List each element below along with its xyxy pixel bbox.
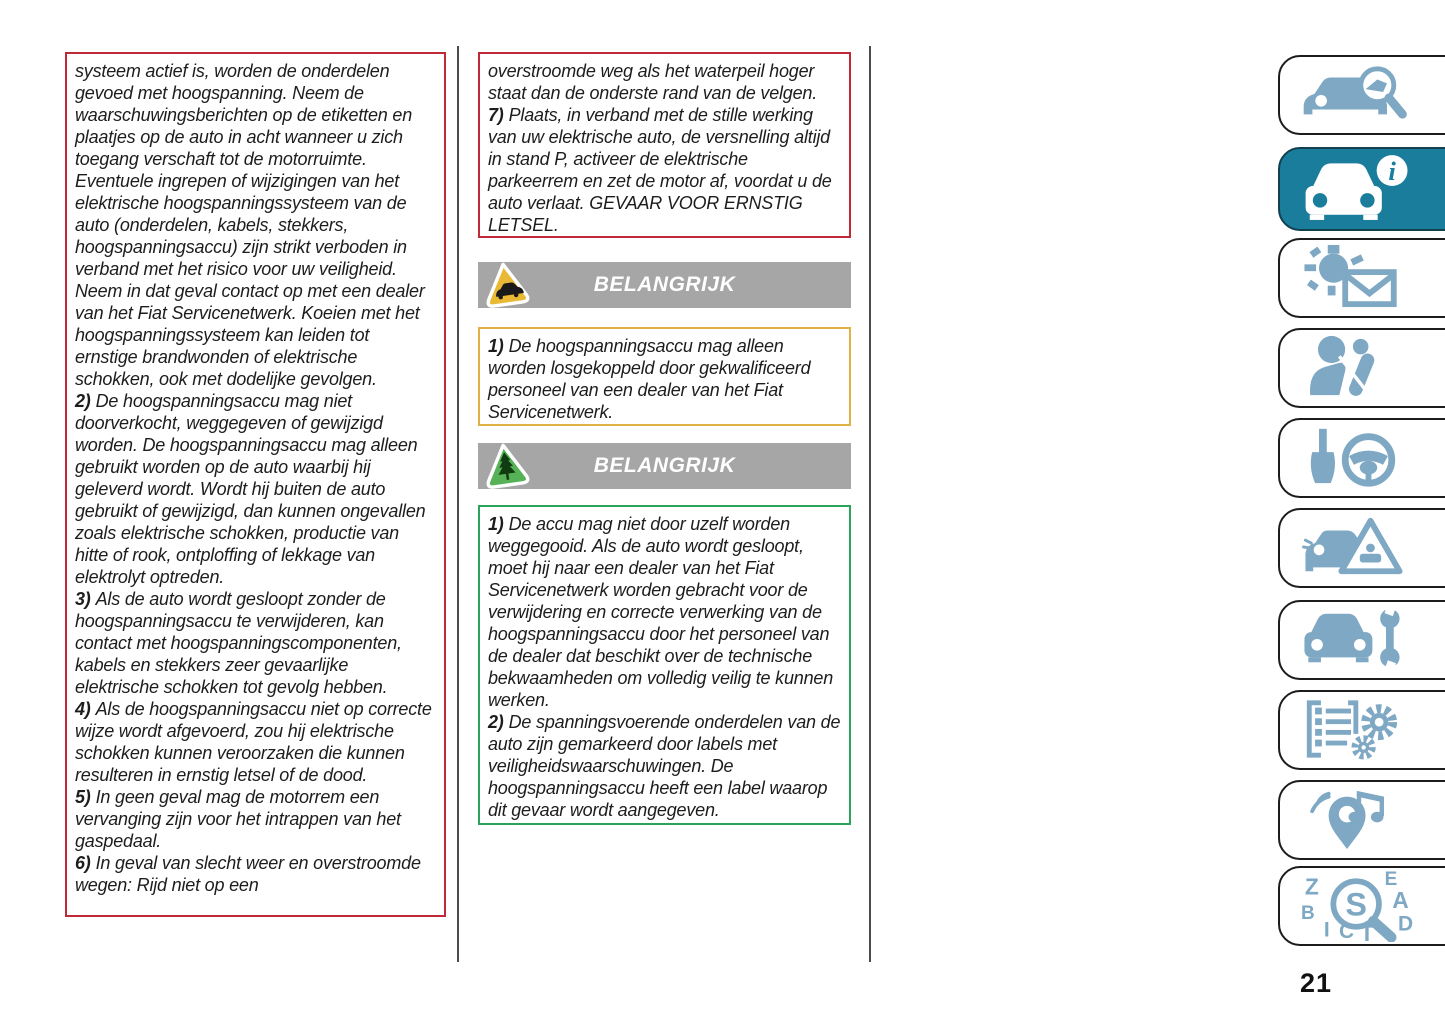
paragraph: 3) Als de auto wordt gesloopt zonder de hoogspanningsaccu te verwijderen, kan contact met hoogspanningscomponenten, kabels en stekkers zeer gevaarlijke elektrische schokken tot gevolg hebben. <box>75 589 402 697</box>
paragraph: 1) De hoogspanningsaccu mag alleen worden losgekoppeld door gekwalificeerd personeel van een dealer van het Fiat Servicenetwerk. <box>488 336 811 422</box>
sidebar-item-index[interactable] <box>1278 866 1445 946</box>
svg-text:B: B <box>1301 902 1315 924</box>
warning-text-box-middle <box>478 52 851 238</box>
sidebar-item-car-discovery[interactable] <box>1278 55 1445 135</box>
paragraph: 2) De hoogspanningsaccu mag niet doorverkocht, weggegeven of gewijzigd worden. De hoogspanningsaccu mag alleen gebruikt worden op de auto waarbij hij geleverd wordt. Wordt hij buiten de auto gebruikt of gewijzigd, dan kunnen ongevallen zoals elektrische schokken, productie van hitte of rook, ontploffing of lekkage van elektrolyt optreden. <box>75 391 426 587</box>
car-warning-triangle-icon <box>1296 513 1410 584</box>
svg-text:Z: Z <box>1304 873 1319 899</box>
svg-text:E: E <box>1384 868 1398 890</box>
paragraph: 7) Plaats, in verband met de stille werking van uw elektrische auto, de versnelling altijd in stand P, activeer de elektrische parkeerrem en zet de motor af, voordat u de auto verlaat. GEVAAR VOOR ERNSTIG LETSEL. <box>488 105 832 235</box>
sidebar-item-car-information[interactable] <box>1278 147 1445 231</box>
person-seatbelt-airbag-icon <box>1296 333 1404 404</box>
page-number: 21 <box>1300 968 1333 998</box>
svg-text:T: T <box>1359 919 1374 942</box>
svg-text:A: A <box>1392 886 1409 913</box>
key-steering-wheel-icon <box>1296 423 1408 494</box>
important-banner-label: BELANGRIJK <box>593 273 736 296</box>
sidebar-item-technical-data[interactable] <box>1278 690 1445 770</box>
paragraph: 5) In geen geval mag de motorrem een vervanging zijn voor het intrappen van het gaspedaal. <box>75 787 401 851</box>
svg-text:D: D <box>1397 912 1414 936</box>
alphabet-search-icon <box>1296 866 1422 947</box>
paragraph: systeem actief is, worden de onderdelen gevoed met hoogspanning. Neem de waarschuwingsberichten op de etiketten en plaatjes op de auto in acht wanneer u zich toegang verschaft tot de motorruimte. Eventuele ingrepen of wijzigingen van het elektrische hoogspanningssysteem van de auto (onderdelen, kabels, stekkers, hoogspanningsaccu) zijn strikt verboden in verband met het risico voor uw veiligheid. Neem in dat geval contact op met een dealer van het Fiat Servicenetwerk. Koeien met het hoogspanningssysteem kan leiden tot ernstige brandwonden of elektrische schokken, ook met dodelijke gevolgen. <box>75 61 425 389</box>
paragraph: 2) De spanningsvoerende onderdelen van de auto zijn gemarkeerd door labels met veiligheidswaarschuwingen. De hoogspanningsaccu heeft een label waarop dit gevaar wordt aangegeven. <box>488 712 841 820</box>
sidebar-item-emergency[interactable] <box>1278 508 1445 588</box>
paragraph: 4) Als de hoogspanningsaccu niet op correcte wijze wordt afgevoerd, zou hij elektrische schokken kunnen veroorzaken die kunnen resulteren in ernstig letsel of de dood. <box>75 699 432 785</box>
navigation-music-icon <box>1296 785 1404 856</box>
paragraph: overstroomde weg als het waterpeil hoger staat dan de onderste rand van de velgen. <box>488 61 818 103</box>
sidebar-item-warning-lights[interactable] <box>1278 238 1445 318</box>
environment-text-box <box>478 505 851 825</box>
paragraph: 6) In geval van slecht weer en overstroomde wegen: Rijd niet op een <box>75 853 421 895</box>
green-triangle-tree-environment-icon <box>480 440 532 492</box>
caution-text-box <box>478 327 851 426</box>
car-info-icon <box>1296 152 1412 227</box>
sun-envelope-icon <box>1296 243 1408 314</box>
sidebar-item-service[interactable] <box>1278 600 1445 680</box>
svg-text:i: i <box>1388 155 1396 186</box>
sidebar-item-starting-driving[interactable] <box>1278 418 1445 498</box>
important-banner-label: BELANGRIJK <box>593 454 736 477</box>
important-banner-2 <box>478 443 851 489</box>
svg-text:S: S <box>1345 885 1367 922</box>
important-banner-1 <box>478 262 851 308</box>
column-divider <box>457 46 459 962</box>
sidebar-item-multimedia[interactable] <box>1278 780 1445 860</box>
warning-text-box-left <box>65 52 446 917</box>
svg-text:I: I <box>1323 917 1330 941</box>
car-wrench-icon <box>1296 605 1408 676</box>
column-divider <box>869 46 871 962</box>
svg-text:C: C <box>1339 919 1355 942</box>
sidebar-item-safety[interactable] <box>1278 328 1445 408</box>
car-magnifier-icon <box>1296 62 1416 129</box>
paragraph: 1) De accu mag niet door uzelf worden weggegooid. Als de auto wordt gesloopt, moet hij naar een dealer van het Fiat Servicenetwerk worden gebracht voor de verwijdering en correcte verwerking van de hoogspanningsaccu door het personeel van de dealer dat beschikt over de technische bekwaamheden om volledig veilig te kunnen werken. <box>488 514 834 710</box>
yellow-triangle-car-warning-icon <box>480 259 532 311</box>
list-gears-icon <box>1296 695 1406 766</box>
